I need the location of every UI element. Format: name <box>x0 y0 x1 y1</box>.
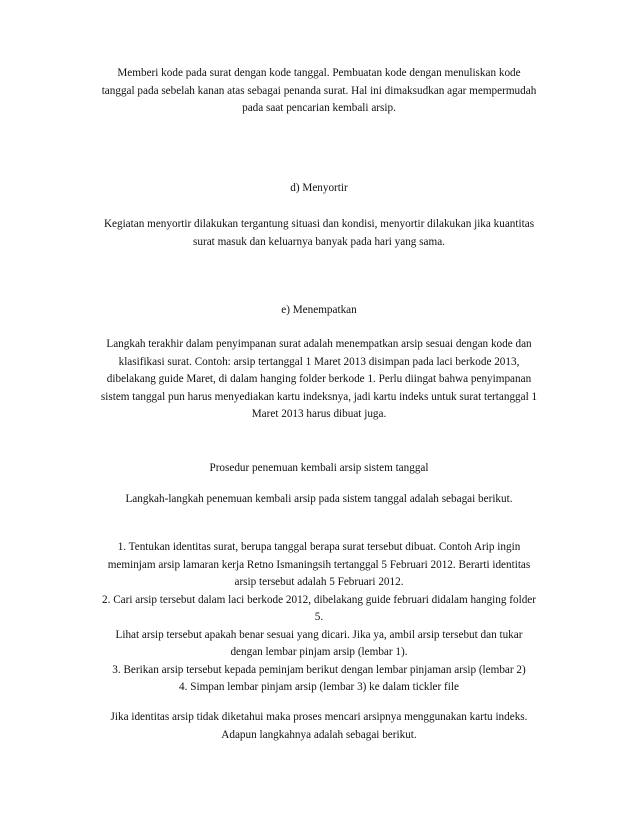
step-line: meminjam arsip lamaran kerja Retno Ismaningsih tertanggal 5 Februari 2012. Berarti identitas <box>107 558 531 571</box>
text-line: tanggal pada sebelah kanan atas sebagai penanda surat. Hal ini dimaksudkan agar mempermudah <box>101 84 537 97</box>
section-heading: Prosedur penemuan kembali arsip sistem tanggal <box>209 462 429 474</box>
procedure-steps <box>56 539 582 697</box>
step-line: arsip tersebut adalah 5 Februari 2012. <box>234 576 404 588</box>
step-line: 4. Simpan lembar pinjam arsip (lembar 3) ke dalam tickler file <box>179 681 459 693</box>
text-line: sistem tanggal pun harus menyediakan kartu indeksnya, jadi kartu indeks untuk surat tertanggal 1 <box>100 390 538 403</box>
paragraph-menyortir <box>60 216 578 251</box>
paragraph-menempatkan <box>60 336 578 424</box>
section-heading: d) Menyortir <box>290 182 348 194</box>
heading-prosedur <box>60 460 578 478</box>
paragraph-prosedur-intro <box>60 491 578 509</box>
step-line: dengan lembar pinjam arsip (lembar 1). <box>230 646 408 658</box>
text-line: surat masuk dan keluarnya banyak pada hari yang sama. <box>193 235 445 248</box>
paragraph-kartu-indeks <box>60 709 578 744</box>
text-line: pada saat pencarian kembali arsip. <box>242 102 396 114</box>
text-line: Adapun langkahnya adalah sebagai berikut. <box>221 728 417 741</box>
paragraph-kode-tanggal <box>60 65 578 118</box>
text-line: klasifikasi surat. Contoh: arsip tertanggal 1 Maret 2013 disimpan pada laci berkode 2013, <box>118 355 520 368</box>
step-line: 2. Cari arsip tersebut dalam laci berkode 2012, dibelakang guide februari didalam hanging folder <box>102 593 536 606</box>
step-line: 1. Tentukan identitas surat, berupa tanggal berapa surat tersebut dibuat. Contoh Arip ingin <box>117 541 521 553</box>
heading-menyortir <box>60 180 578 198</box>
heading-menempatkan <box>60 302 578 320</box>
text-line: Memberi kode pada surat dengan kode tanggal. Pembuatan kode dengan menuliskan kode <box>117 67 521 79</box>
text-line: Jika identitas arsip tidak diketahui maka proses mencari arsipnya menggunakan kartu indeks. <box>110 711 528 723</box>
step-line: Lihat arsip tersebut apakah benar sesuai yang dicari. Jika ya, ambil arsip tersebut dan tukar <box>115 628 523 641</box>
text-line: Langkah terakhir dalam penyimpanan surat adalah menempatkan arsip sesuai dengan kode dan <box>106 338 532 350</box>
step-line: 5. <box>314 611 324 623</box>
text-line: Langkah-langkah penemuan kembali arsip pada sistem tanggal adalah sebagai berikut. <box>125 493 513 505</box>
step-line: 3. Berikan arsip tersebut kepada peminjam berikut dengan lembar pinjaman arsip (lembar 2) <box>112 663 526 676</box>
text-line: dibelakang guide Maret, di dalam hanging folder berkode 1. Perlu diingat bahwa penyimpanan <box>106 373 532 385</box>
section-heading: e) Menempatkan <box>281 304 357 316</box>
text-line: Kegiatan menyortir dilakukan tergantung situasi dan kondisi, menyortir dilakukan jika kuantitas <box>103 218 535 230</box>
text-line: Maret 2013 harus dibuat juga. <box>251 408 387 420</box>
